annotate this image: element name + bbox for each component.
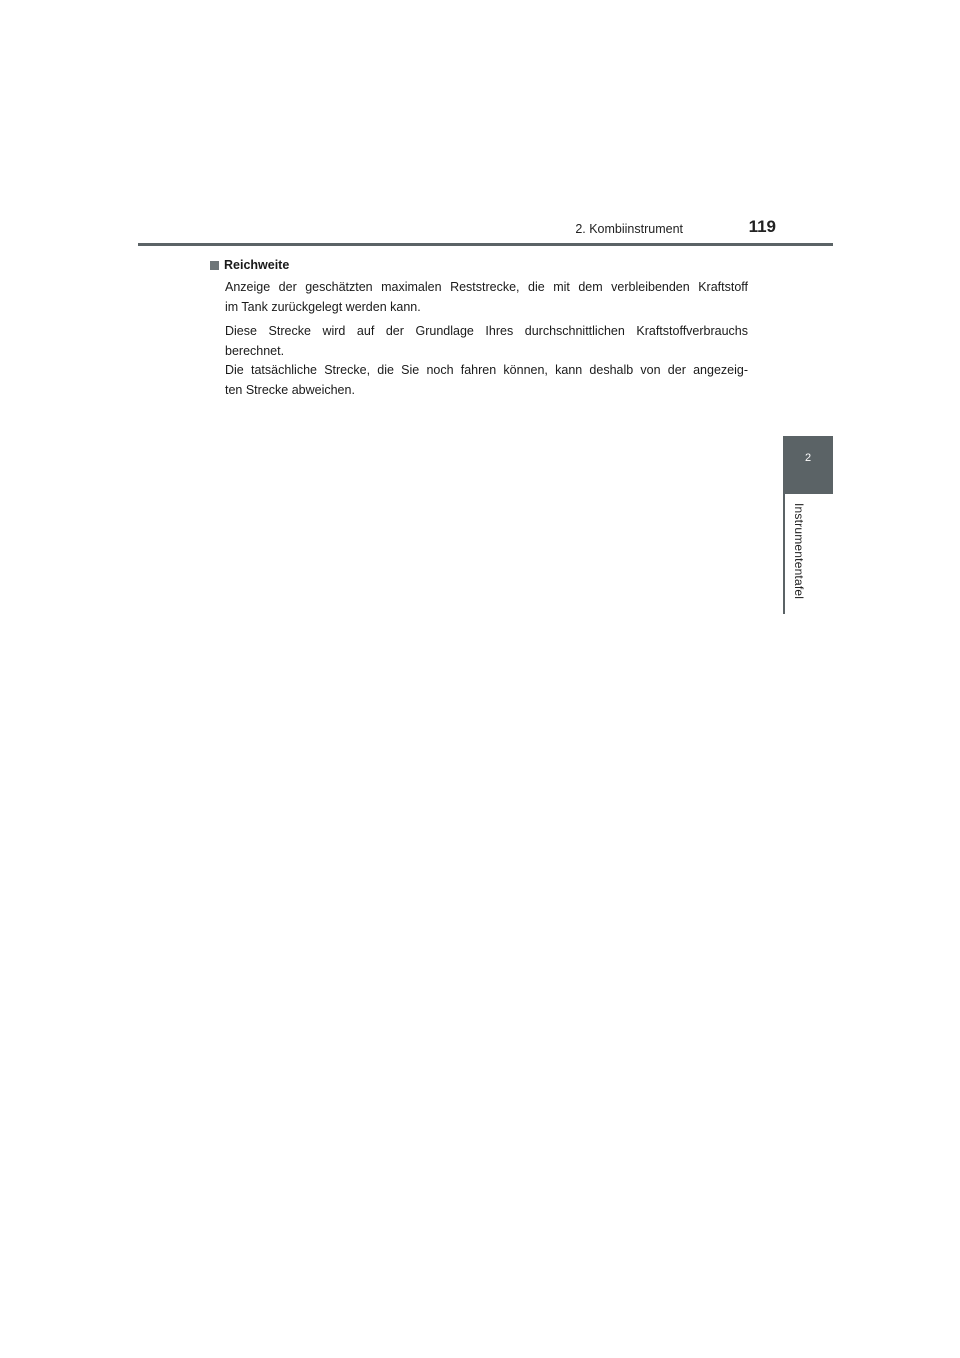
paragraph-1: [225, 278, 748, 317]
paragraph-line: im Tank zurückgelegt werden kann.: [225, 299, 421, 314]
square-bullet-icon: [210, 261, 219, 270]
chapter-tab: [783, 436, 833, 494]
paragraph-line: berechnet.: [225, 343, 285, 358]
section-body: [210, 278, 748, 400]
section-reichweite: [210, 256, 748, 405]
chapter-title: 2. Kombiinstrument: [575, 222, 683, 236]
chapter-tab-label: Instrumententafel: [792, 503, 806, 600]
header-divider: [138, 243, 833, 246]
paragraph-line: Diese Strecke wird auf der Grundlage Ihres durchschnittlichen Kraftstoffverbrauchs: [225, 324, 748, 338]
paragraph-line: Anzeige der geschätzten maximalen Reststrecke, die mit dem verbleibenden Kraftstoff: [225, 280, 748, 294]
chapter-tab-number: 2: [804, 452, 812, 464]
paragraph-line: Die tatsächliche Strecke, die Sie noch fahren können, kann deshalb von der angezeig-: [225, 363, 748, 377]
section-heading: [210, 256, 748, 274]
section-title: Reichweite: [224, 258, 290, 272]
chapter-tab-rule: [783, 494, 785, 614]
paragraph-line: ten Strecke abweichen.: [225, 382, 355, 397]
page-number: 119: [748, 217, 776, 236]
paragraph-2: [225, 322, 748, 400]
